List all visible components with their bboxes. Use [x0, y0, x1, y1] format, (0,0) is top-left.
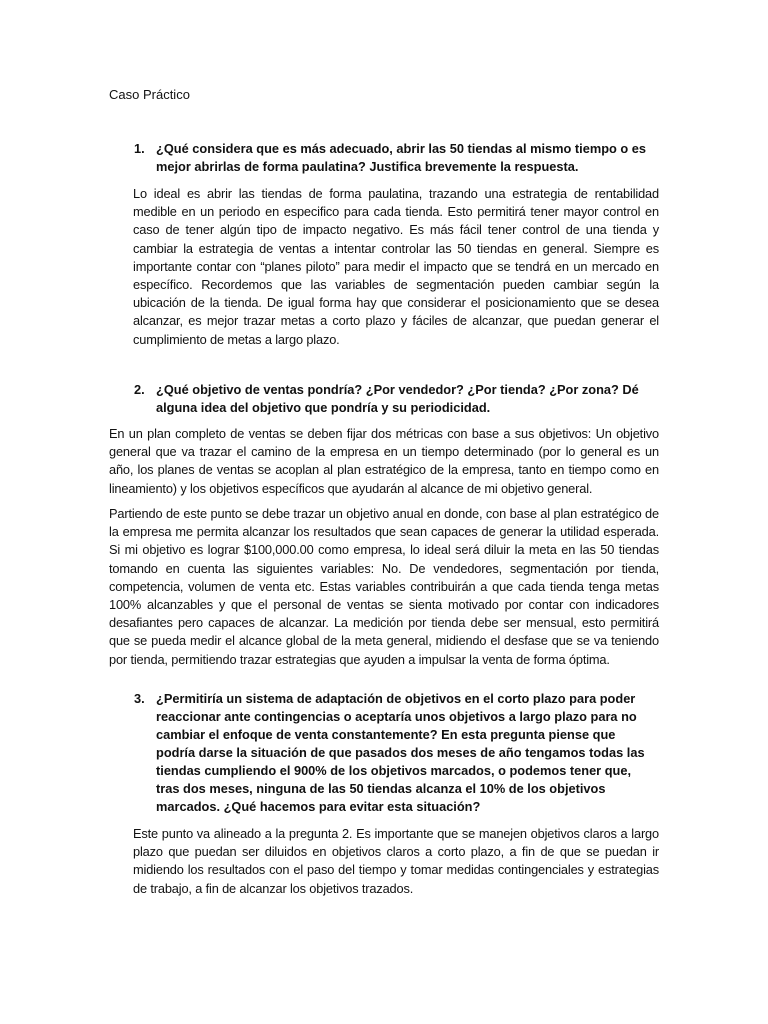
document-title: Caso Práctico [109, 87, 190, 102]
answer-paragraph: Este punto va alineado a la pregunta 2. Es importante que se manejen objetivos claros a largo plazo que puedan ser diluidos en objetivos claros a corto plazo, a fin de que se puedan ir midiendo los resultados con el paso del tiempo y tomar medidas contingenciales y estrategias de trabajo, a fin de alcanzar los objetivos trazados. [133, 826, 659, 896]
question-number: 2. [134, 382, 145, 397]
question-text: ¿Permitiría un sistema de adaptación de objetivos en el corto plazo para poder reaccionar ante contingencias o aceptaría unos objetivos a largo plazo para no cambiar el enfoque de venta constantemente? En esta pregunta piense que podría darse la situación de que pasados dos meses de año tengamos todas las tiendas cumpliendo el 900% de los objetivos marcados, o podemos tener que, tras dos meses, ninguna de las 50 tiendas alcanza el 10% de los objetivos marcados. ¿Qué hacemos para evitar esta situación? [156, 691, 645, 814]
answer-paragraph: Partiendo de este punto se debe trazar un objetivo anual en donde, con base al plan estratégico de la empresa me permita alcanzar los resultados que sean capaces de generar la utilidad esperada. Si mi objetivo es lograr $100,000.00 como empresa, lo ideal será diluir la meta en las 50 tiendas tomando en cuenta las siguientes variables: No. De vendedores, segmentación por tienda, competencia, volumen de venta etc. Estas variables contribuirán a que cada tienda tenga metas 100% alcanzables y que el personal de ventas se sienta motivado por contar con indicadores desafiantes pero capaces de alcanzar. La medición por tienda debe ser mensual, esto permitirá que se pueda medir el alcance global de la meta general, midiendo el desfase que se va teniendo por tienda, permitiendo trazar estrategias que ayuden a impulsar la venta de forma óptima. [109, 506, 659, 667]
question-1 [134, 140, 656, 176]
answer-paragraph: En un plan completo de ventas se deben fijar dos métricas con base a sus objetivos: Un objetivo general que va trazar el camino de la empresa en un tiempo determinado (por lo general es un año, los planes de ventas se acoplan al plan estratégico de la empresa, tanto en tiempo como en lineamiento) y los objetivos específicos que ayudarán al alcance de mi objetivo general. [109, 426, 659, 496]
question-text: ¿Qué objetivo de ventas pondría? ¿Por vendedor? ¿Por tienda? ¿Por zona? Dé alguna idea del objetivo que pondría y su periodicidad. [156, 382, 639, 415]
question-text: ¿Qué considera que es más adecuado, abrir las 50 tiendas al mismo tiempo o es mejor abrirlas de forma paulatina? Justifica brevemente la respuesta. [156, 141, 647, 174]
question-2 [134, 381, 656, 417]
answer-paragraph: Lo ideal es abrir las tiendas de forma paulatina, trazando una estrategia de rentabilidad medible en un periodo en especifico para cada tienda. Esto permitirá tener mayor control en caso de tener algún tipo de impacto negativo. Es más fácil tener control de una tienda y cambiar la estrategia de ventas a intentar controlar las 50 tiendas en general. Siempre es importante contar con “planes piloto” para medir el impacto que se tendrá en un mercado en específico. Recordemos que las variables de segmentación pueden cambiar según la ubicación de la tienda. De igual forma hay que considerar el posicionamiento que se desea alcanzar, es mejor trazar metas a corto plazo y fáciles de alcanzar, que puedan generar el cumplimiento de metas a largo plazo. [133, 186, 659, 347]
question-number: 1. [134, 141, 145, 156]
question-number: 3. [134, 691, 145, 706]
question-3 [134, 690, 656, 816]
